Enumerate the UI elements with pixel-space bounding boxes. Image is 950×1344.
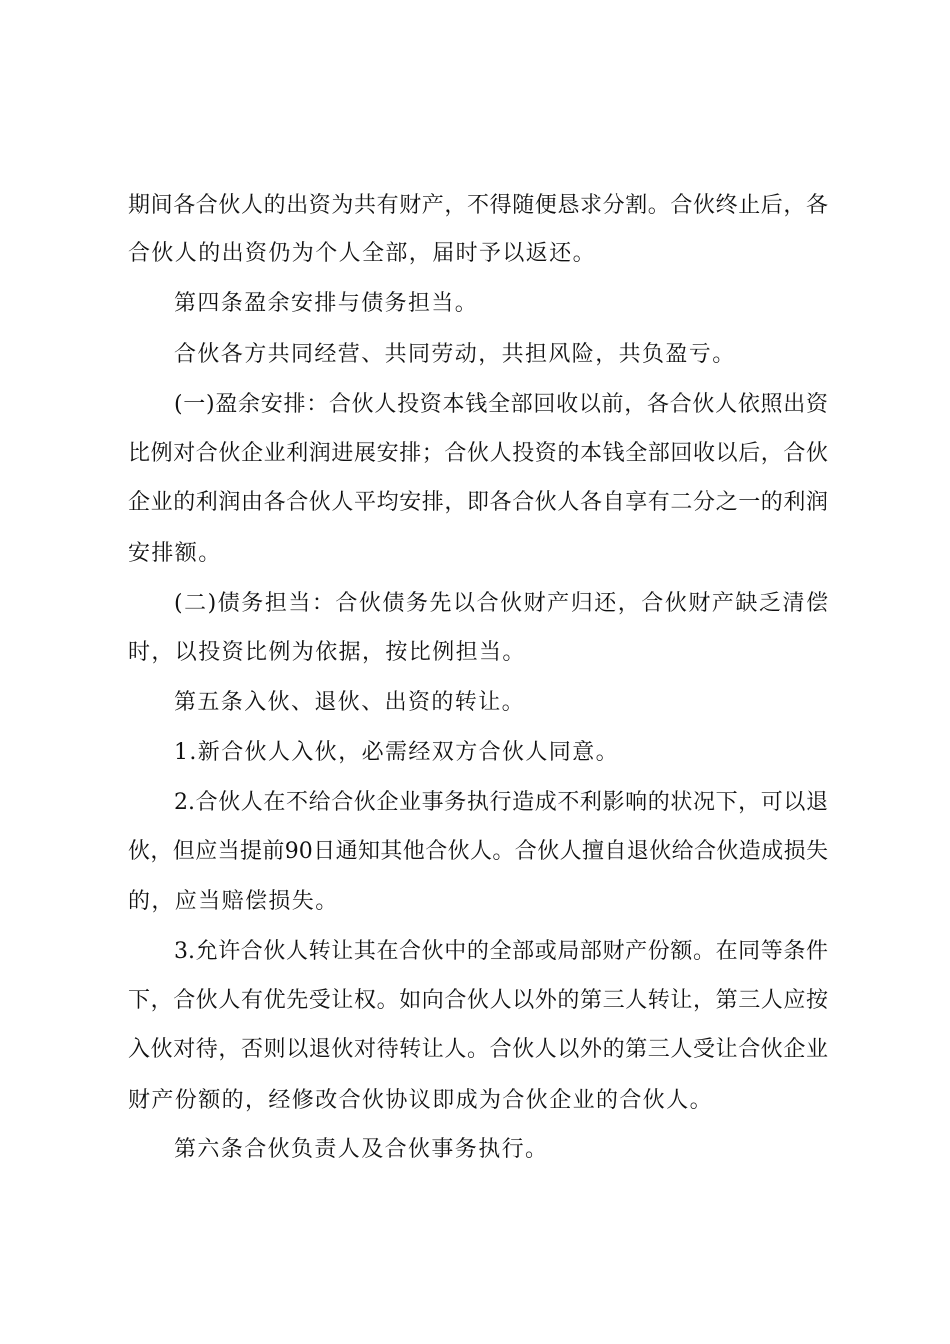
section-heading: 第四条盈余安排与债务担当。 [174, 291, 479, 316]
paragraph-line: 时，以投资比例为依据，按比例担当。 [128, 640, 526, 665]
paragraph-line: 合伙人的出资仍为个人全部，届时予以返还。 [128, 241, 597, 266]
paragraph-line: 2.合伙人在不给合伙企业事务执行造成不利影响的状况下，可以退 [174, 790, 828, 815]
paragraph-line: 财产份额的，经修改合伙协议即成为合伙企业的合伙人。 [128, 1088, 714, 1113]
section-heading: 第六条合伙负责人及合伙事务执行。 [174, 1137, 549, 1162]
paragraph-line: (二)债务担当：合伙债务先以合伙财产归还，合伙财产缺乏清偿 [174, 591, 828, 616]
paragraph-line: 企业的利润由各合伙人平均安排，即各合伙人各自享有二分之一的利润 [128, 490, 828, 515]
paragraph-line: 期间各合伙人的出资为共有财产，不得随便恳求分割。合伙终止后，各 [128, 193, 828, 218]
paragraph-line: 安排额。 [128, 541, 222, 566]
paragraph-line: 1.新合伙人入伙，必需经双方合伙人同意。 [174, 740, 619, 765]
paragraph-line: 下，合伙人有优先受让权。如向合伙人以外的第三人转让，第三人应按 [128, 988, 828, 1013]
paragraph-line: 入伙对待，否则以退伙对待转让人。合伙人以外的第三人受让合伙企业 [128, 1037, 828, 1062]
paragraph-line: 伙，但应当提前90日通知其他合伙人。合伙人擅自退伙给合伙造成损失 [128, 839, 828, 864]
paragraph-line: 合伙各方共同经营、共同劳动，共担风险，共负盈亏。 [174, 342, 736, 367]
paragraph-line: 3.允许合伙人转让其在合伙中的全部或局部财产份额。在同等条件 [174, 939, 828, 964]
paragraph-line: (一)盈余安排：合伙人投资本钱全部回收以前，各合伙人依照出资 [174, 392, 828, 417]
paragraph-line: 比例对合伙企业利润进展安排；合伙人投资的本钱全部回收以后，合伙 [128, 441, 828, 466]
section-heading: 第五条入伙、退伙、出资的转让。 [174, 690, 526, 715]
paragraph-line: 的，应当赔偿损失。 [128, 889, 339, 914]
